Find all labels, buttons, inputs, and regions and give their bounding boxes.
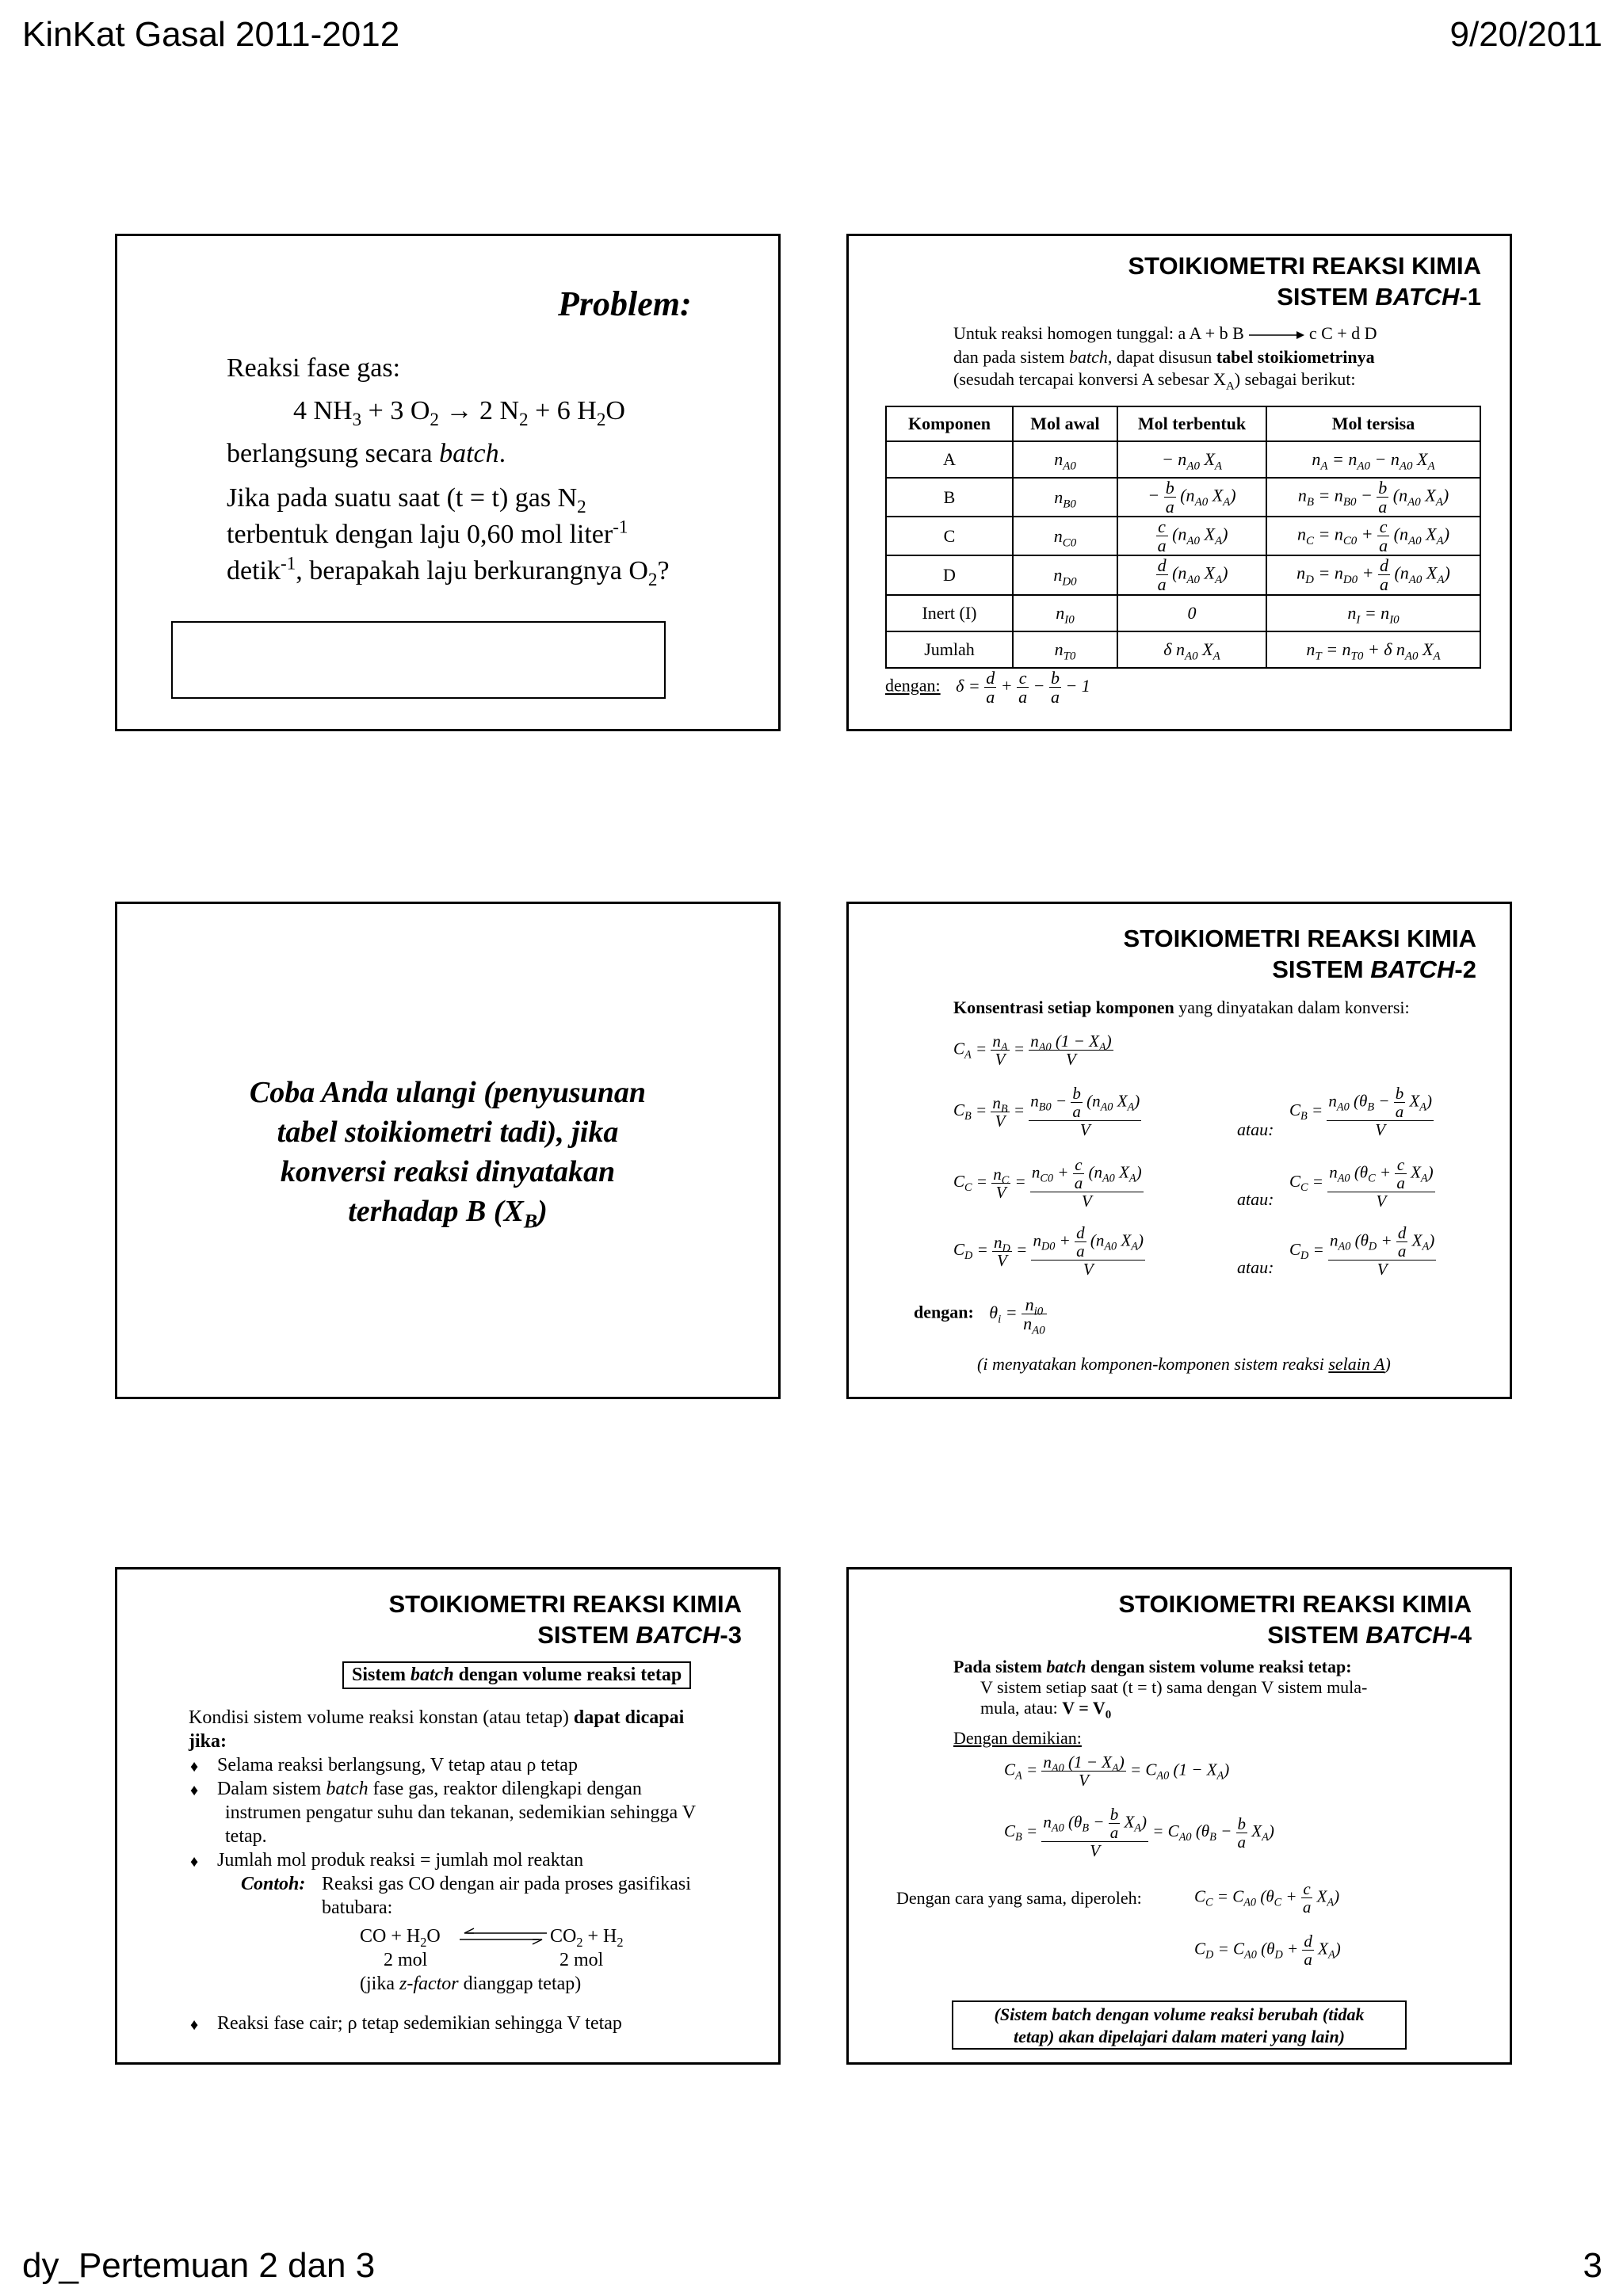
footnote: (i menyatakan komponen-komponen sistem reaksi selain A) (977, 1354, 1391, 1374)
cell-mol-awal: $n_{T0}$ (1013, 631, 1117, 668)
col-header-komponen: Komponen (886, 406, 1013, 441)
cell-mol-tersisa: $n_I = n_{I0}$ (1266, 595, 1480, 631)
condition-intro-2: jika: (189, 1731, 227, 1752)
bullet-2-cont: instrumen pengatur suhu dan tekanan, sedemikian sehingga V (225, 1802, 697, 1823)
bullet-2-end: tetap. (225, 1826, 267, 1847)
slide-stoikiometri-4 (846, 1567, 1512, 2065)
slide-title: Problem: (558, 284, 692, 323)
problem-text-4: Jika pada suatu saat (t = t) gas $N_2$ (227, 483, 586, 517)
note-box: (Sistem batch dengan volume reaksi berubah (tidak tetap) akan dipelajari dalam materi yang lain) (952, 2000, 1407, 2050)
subtitle-box: Sistem batch dengan volume reaksi tetap (342, 1661, 691, 1689)
bullet-icon: ♦ (190, 2016, 199, 2034)
formula-cd-alt: $C_D$ = $n_{A0}$ ($\theta_D$ + $\frac{d}{a}$ $X_A$) V (1289, 1223, 1435, 1280)
cell-komponen: Inert (I) (886, 595, 1013, 631)
col-header-mol-awal: Mol awal (1013, 406, 1117, 441)
col-header-mol-terbentuk: Mol terbentuk (1117, 406, 1266, 441)
slide-problem (115, 234, 781, 731)
theta-definition: dengan: $\theta_i$ = $\frac{n_{i0}}{n_{A0}}$ (914, 1295, 1045, 1337)
equilibrium-arrow-icon (460, 1928, 547, 1945)
cell-mol-terbentuk: − $\frac{b}{a}$ ($n_{A0}$ $X_A$) (1117, 478, 1266, 517)
atau-label: atau: (1237, 1189, 1274, 1209)
cell-mol-terbentuk: 0 (1117, 595, 1266, 631)
z-factor-note: (jika z-factor dianggap tetap) (360, 1974, 582, 1994)
bullet-1: Selama reaksi berlangsung, V tetap atau ρ tetap (217, 1755, 578, 1775)
cell-komponen: C (886, 517, 1013, 555)
delta-definition: dengan: δ = $\frac{d}{a}$ + $\frac{c}{a}$ − $\frac{b}{a}$ − 1 (885, 668, 1090, 707)
bullet-icon: ♦ (190, 1853, 199, 1871)
cell-komponen: Jumlah (886, 631, 1013, 668)
mol-right: 2 mol (559, 1950, 604, 1970)
cell-mol-tersisa: $n_C = n_{C0}$ + $\frac{c}{a}$ ($n_{A0}$ $X_A$) (1266, 517, 1480, 555)
col-header-mol-tersisa: Mol tersisa (1266, 406, 1480, 441)
mol-left: 2 mol (384, 1950, 428, 1970)
exercise-line-2: tabel stoikiometri tadi), jika (277, 1116, 619, 1149)
example-text: Reaksi gas CO dengan air pada proses gasifikasi (322, 1874, 691, 1894)
reaction-arrow-icon (1249, 330, 1304, 340)
intro-line-2: dan pada sistem batch, dapat disusun tabel stoikiometrinya (953, 347, 1375, 367)
slide-stoikiometri-1 (846, 234, 1512, 731)
cell-mol-terbentuk: $\frac{c}{a}$ ($n_{A0}$ $X_A$) (1117, 517, 1266, 555)
slide-title: STOIKIOMETRI REAKSI KIMIA SISTEM BATCH-3 (388, 1590, 742, 1649)
intro-line-2: V sistem setiap saat (t = t) sama dengan V sistem mula- (980, 1677, 1368, 1697)
cell-mol-tersisa: $n_T = n_{T0} + \delta$ $n_{A0}$ $X_A$ (1266, 631, 1480, 668)
slide-exercise (115, 902, 781, 1399)
intro-line-1: Untuk reaksi homogen tunggal: a A + b B c C + d D (953, 323, 1377, 343)
exercise-line-1: Coba Anda ulangi (penyusunan (249, 1076, 647, 1109)
cell-mol-awal: $n_{C0}$ (1013, 517, 1117, 555)
table-row (886, 555, 1480, 594)
slide-title: STOIKIOMETRI REAKSI KIMIA SISTEM BATCH-4 (1118, 1590, 1472, 1649)
cell-mol-awal: $n_{D0}$ (1013, 555, 1117, 594)
cell-mol-awal: $n_{B0}$ (1013, 478, 1117, 517)
exercise-line-4: terhadap B $(X_B)$ (348, 1195, 548, 1233)
example-text-2: batubara: (322, 1897, 393, 1918)
answer-box (171, 621, 666, 699)
dengan-demikian: Dengan demikian: (953, 1728, 1082, 1748)
page-header-right: 9/20/2011 (1449, 15, 1602, 54)
reaction-left: CO + $H_2O$ (360, 1926, 441, 1950)
intro-line-3: (sesudah tercapai konversi A sebesar $X_A$) sebagai berikut: (953, 369, 1356, 393)
problem-text-5: terbentuk dengan laju 0,60 mol liter$^{-1}$ (227, 517, 628, 549)
formula-ca: $C_A$ = $\frac{n_A}{V}$ = $\frac{n_{A0} (1 - X_A)}{V}$ (953, 1032, 1112, 1070)
formula-cb-const: $C_B$ = $n_{A0}$ ($\theta_B$ − $\frac{b}{a}$ $X_A$) V = $C_{A0}$ ($\theta_B$ − $\frac{b}{a}$ $X_A$) (1004, 1805, 1274, 1861)
atau-label: atau: (1237, 1119, 1274, 1139)
formula-cc-alt: $C_C$ = $n_{A0}$ ($\theta_C$ + $\frac{c}{a}$ $X_A$) V (1289, 1155, 1434, 1211)
bullet-3: Jumlah mol produk reaksi = jumlah mol reaktan (217, 1850, 584, 1871)
page-footer-left: dy_Pertemuan 2 dan 3 (22, 2246, 376, 2285)
formula-ca-const: $C_A$ = $\frac{n_{A0} (1 - X_A)}{V}$ = $C_{A0}$ $(1 - X_A)$ (1004, 1753, 1230, 1791)
reaction-right: $CO_2 + H_2$ (550, 1926, 624, 1950)
formula-cd-const: $C_D = C_{A0}$ ($\theta_D$ + $\frac{d}{a}$ $X_A$) (1194, 1932, 1341, 1970)
page-number: 3 (1583, 2246, 1602, 2285)
condition-intro: Kondisi sistem volume reaksi konstan (atau tetap) dapat dicapai (189, 1707, 685, 1728)
formula-cd: $C_D$ = $\frac{n_D}{V}$ = $n_{D0}$ + $\frac{d}{a}$ ($n_{A0}$ $X_A$) V (953, 1223, 1144, 1280)
cell-komponen: D (886, 555, 1013, 594)
table-row (886, 478, 1480, 517)
bullet-icon: ♦ (190, 1758, 199, 1775)
cell-mol-terbentuk: $\frac{d}{a}$ ($n_{A0}$ $X_A$) (1117, 555, 1266, 594)
table-row (886, 441, 1480, 478)
bullet-4: Reaksi fase cair; ρ tetap sedemikian sehingga V tetap (217, 2013, 622, 2034)
exercise-line-3: konversi reaksi dinyatakan (280, 1155, 616, 1188)
atau-label: atau: (1237, 1257, 1274, 1277)
dengan-cara-sama: Dengan cara yang sama, diperoleh: (896, 1888, 1142, 1908)
intro-line-3: mula, atau: $V = V_0$ (980, 1698, 1112, 1722)
formula-cb-alt: $C_B$ = $n_{A0}$ ($\theta_B$ − $\frac{b}{a}$ $X_A$) V (1289, 1084, 1433, 1140)
table-row (886, 517, 1480, 555)
cell-mol-tersisa: $n_B = n_{B0}$ − $\frac{b}{a}$ ($n_{A0}$ $X_A$) (1266, 478, 1480, 517)
cell-komponen: A (886, 441, 1013, 478)
cell-mol-awal: $n_{I0}$ (1013, 595, 1117, 631)
bullet-icon: ♦ (190, 1782, 199, 1799)
bullet-2: Dalam sistem batch fase gas, reaktor dilengkapi dengan (217, 1779, 642, 1799)
stoichiometry-table (885, 406, 1481, 669)
slide-title: STOIKIOMETRI REAKSI KIMIA SISTEM BATCH-2 (1123, 925, 1476, 983)
cell-komponen: B (886, 478, 1013, 517)
reaction-equation: 4 $NH_3 + 3$ $O_2 \to 2$ $N_2 + 6$ $H_2O$ (293, 396, 625, 430)
cell-mol-tersisa: $n_A = n_{A0} - n_{A0}$ $X_A$ (1266, 441, 1480, 478)
table-row (886, 631, 1480, 668)
slide-title: STOIKIOMETRI REAKSI KIMIA SISTEM BATCH-1 (1128, 252, 1481, 311)
cell-mol-tersisa: $n_D = n_{D0}$ + $\frac{d}{a}$ ($n_{A0}$ $X_A$) (1266, 555, 1480, 594)
formula-cb: $C_B$ = $\frac{n_B}{V}$ = $n_{B0}$ − $\frac{b}{a}$ ($n_{A0}$ $X_A$) V (953, 1084, 1140, 1140)
intro-text: Konsentrasi setiap komponen yang dinyatakan dalam konversi: (953, 997, 1410, 1017)
table-row (886, 595, 1480, 631)
slide-stoikiometri-2 (846, 902, 1512, 1399)
example-label: Contoh: (241, 1874, 306, 1894)
cell-mol-terbentuk: δ $n_{A0}$ $X_A$ (1117, 631, 1266, 668)
slide-stoikiometri-3 (115, 1567, 781, 2065)
problem-text-6: detik$^{-1}$, berapakah laju berkurangnya $O_2$? (227, 553, 670, 590)
cell-mol-terbentuk: − $n_{A0}$ $X_A$ (1117, 441, 1266, 478)
problem-text-1: Reaksi fase gas: (227, 353, 401, 383)
page-header-left: KinKat Gasal 2011-2012 (22, 15, 400, 54)
formula-cc-const: $C_C = C_{A0}$ ($\theta_C$ + $\frac{c}{a}$ $X_A$) (1194, 1879, 1340, 1917)
intro-line-1: Pada sistem batch dengan sistem volume reaksi tetap: (953, 1657, 1352, 1676)
cell-mol-awal: $n_{A0}$ (1013, 441, 1117, 478)
formula-cc: $C_C$ = $\frac{n_C}{V}$ = $n_{C0}$ + $\frac{c}{a}$ ($n_{A0}$ $X_A$) V (953, 1155, 1142, 1211)
problem-text-3: berlangsung secara batch. (227, 439, 506, 468)
